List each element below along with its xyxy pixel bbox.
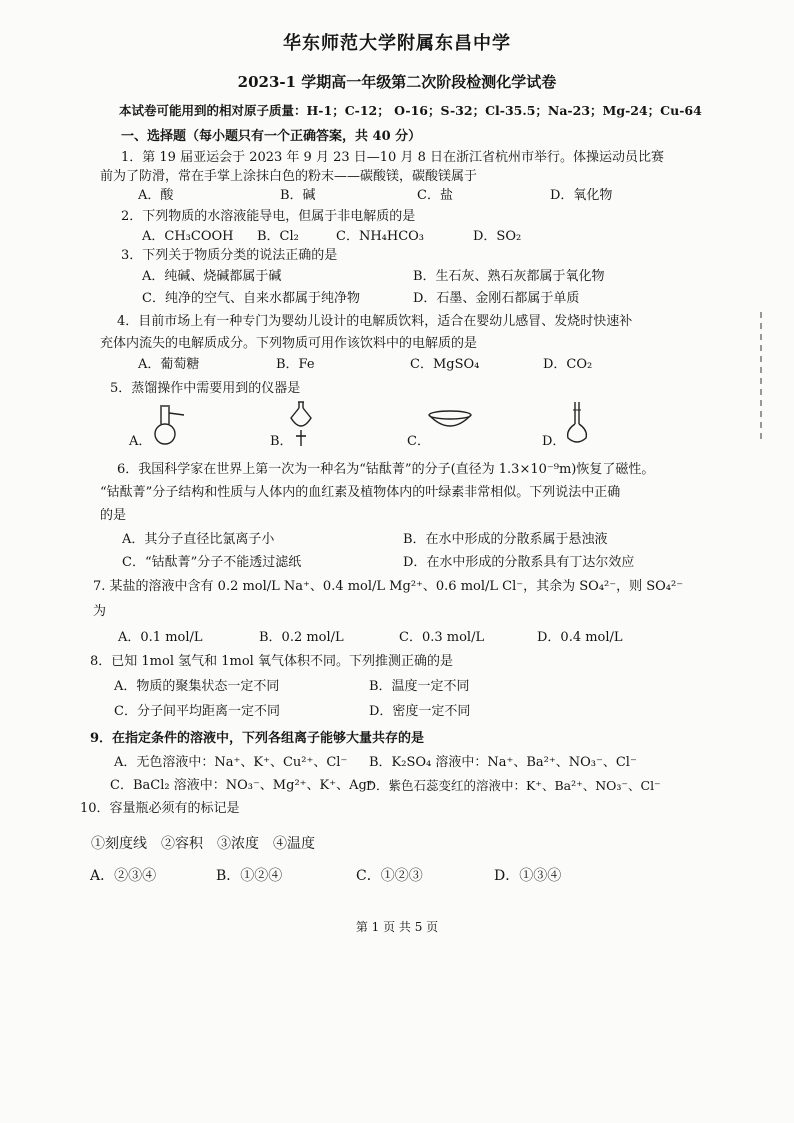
section-heading: 一、选择题（每小题只有一个正确答案，共 40 分） <box>121 129 422 144</box>
q9-option-a: A．无色溶液中：Na⁺、K⁺、Cu²⁺、Cl⁻ <box>114 755 348 770</box>
q5-option-d: D． <box>542 434 566 449</box>
q3-stem: 3．下列关于物质分类的说法正确的是 <box>121 248 338 263</box>
q3-option-c: C．纯净的空气、自来水都属于纯净物 <box>142 291 360 306</box>
q9-stem: 9．在指定条件的溶液中，下列各组离子能够大量共存的是 <box>90 731 425 746</box>
school-name: 华东师范大学附属东昌中学 <box>283 33 511 54</box>
q7-option-d: D．0.4 mol/L <box>537 630 623 645</box>
evaporating-dish-icon <box>426 409 474 431</box>
q4-stem-line1: 4．目前市场上有一种专门为婴幼儿设计的电解质饮料，适合在婴幼儿感冒、发烧时快速补 <box>117 314 633 329</box>
q6-option-b: B．在水中形成的分散系属于悬浊液 <box>403 532 608 547</box>
q6-option-d: D．在水中形成的分散系具有丁达尔效应 <box>403 555 635 570</box>
q7-stem-line2: 为 <box>93 604 107 619</box>
q10-marks-list: ①刻度线 ②容积 ③浓度 ④温度 <box>91 836 315 852</box>
q9-option-d: D．紫色石蕊变红的溶液中：K⁺、Ba²⁺、NO₃⁻、Cl⁻ <box>366 778 661 793</box>
q4-option-b: B．Fe <box>276 357 315 372</box>
q4-option-d: D．CO₂ <box>543 357 593 372</box>
q4-stem-line2: 充体内流失的电解质成分。下列物质可用作该饮料中的电解质的是 <box>100 336 478 351</box>
q8-option-d: D．密度一定不同 <box>369 704 471 719</box>
q2-option-b: B．Cl₂ <box>257 229 299 244</box>
q10-option-c: C．①②③ <box>356 868 423 884</box>
q10-option-d: D．①③④ <box>494 868 562 884</box>
q10-stem: 10．容量瓶必须有的标记是 <box>80 801 240 816</box>
q8-option-a: A．物质的聚集状态一定不同 <box>114 679 280 694</box>
q7-option-b: B．0.2 mol/L <box>259 630 344 645</box>
distillation-flask-icon <box>150 403 190 447</box>
q4-option-a: A．葡萄糖 <box>138 357 200 372</box>
q5-option-c: C． <box>407 434 430 449</box>
q8-stem: 8．已知 1mol 氢气和 1mol 氧气体积不同。下列推测正确的是 <box>90 654 453 669</box>
q3-option-a: A．纯碱、烧碱都属于碱 <box>142 269 282 284</box>
q7-option-a: A．0.1 mol/L <box>118 630 203 645</box>
q6-stem-line1: 6．我国科学家在世界上第一次为一种名为“钴酞菁”的分子(直径为 1.3×10⁻⁹m)恢复了磁性。 <box>117 462 655 477</box>
page-number: 第 1 页 共 5 页 <box>355 920 439 934</box>
q9-option-b: B．K₂SO₄ 溶液中：Na⁺、Ba²⁺、NO₃⁻、Cl⁻ <box>369 755 637 770</box>
q1-stem-line2: 前为了防滑，常在手掌上涂抹白色的粉末——碳酸镁，碳酸镁属于 <box>100 169 478 184</box>
q2-stem: 2．下列物质的水溶液能导电，但属于非电解质的是 <box>121 209 416 224</box>
q8-option-c: C．分子间平均距离一定不同 <box>114 704 280 719</box>
q7-option-c: C．0.3 mol/L <box>399 630 485 645</box>
exam-title: 2023-1 学期高一年级第二次阶段检测化学试卷 <box>237 73 557 91</box>
q5-option-a: A． <box>129 434 152 449</box>
q6-option-c: C．“钴酞菁”分子不能透过滤纸 <box>122 555 302 570</box>
q1-option-b: B．碱 <box>280 188 316 203</box>
q1-option-c: C．盐 <box>417 188 453 203</box>
atomic-mass-note: 本试卷可能用到的相对原子质量：H-1；C-12； O-16；S-32；Cl-35.5；Na-23；Mg-24；Cu-64 <box>119 103 702 118</box>
q10-option-a: A．②③④ <box>90 868 157 884</box>
q2-option-c: C．NH₄HCO₃ <box>336 229 425 244</box>
q1-option-a: A．酸 <box>138 188 174 203</box>
q7-stem-line1: 7. 某盐的溶液中含有 0.2 mol/L Na⁺、0.4 mol/L Mg²⁺、0.6 mol/L Cl⁻，其余为 SO₄²⁻，则 SO₄²⁻ <box>93 579 684 594</box>
q2-option-a: A．CH₃COOH <box>142 229 234 244</box>
q10-option-b: B．①②④ <box>216 868 283 884</box>
q5-option-b: B． <box>270 434 293 449</box>
q3-option-d: D．石墨、金刚石都属于单质 <box>413 291 580 306</box>
q6-stem-line3: 的是 <box>100 508 127 523</box>
q2-option-d: D．SO₂ <box>473 229 522 244</box>
q5-stem: 5．蒸馏操作中需要用到的仪器是 <box>110 381 301 396</box>
separatory-funnel-icon <box>288 400 314 448</box>
binding-edge-mark <box>760 312 762 442</box>
q3-option-b: B．生石灰、熟石灰都属于氧化物 <box>413 269 605 284</box>
q9-option-c: C．BaCl₂ 溶液中：NO₃⁻、Mg²⁺、K⁺、Ag⁺ <box>110 778 374 793</box>
q8-option-b: B．温度一定不同 <box>369 679 470 694</box>
q1-option-d: D．氧化物 <box>550 188 613 203</box>
q6-stem-line2: “钴酞菁”分子结构和性质与人体内的血红素及植物体内的叶绿素非常相似。下列说法中正确 <box>100 485 621 500</box>
volumetric-flask-icon <box>564 400 590 446</box>
q6-option-a: A．其分子直径比氯离子小 <box>122 532 275 547</box>
q4-option-c: C．MgSO₄ <box>410 357 480 372</box>
q1-stem-line1: 1．第 19 届亚运会于 2023 年 9 月 23 日—10 月 8 日在浙江省杭州市举行。体操运动员比赛 <box>121 150 664 165</box>
